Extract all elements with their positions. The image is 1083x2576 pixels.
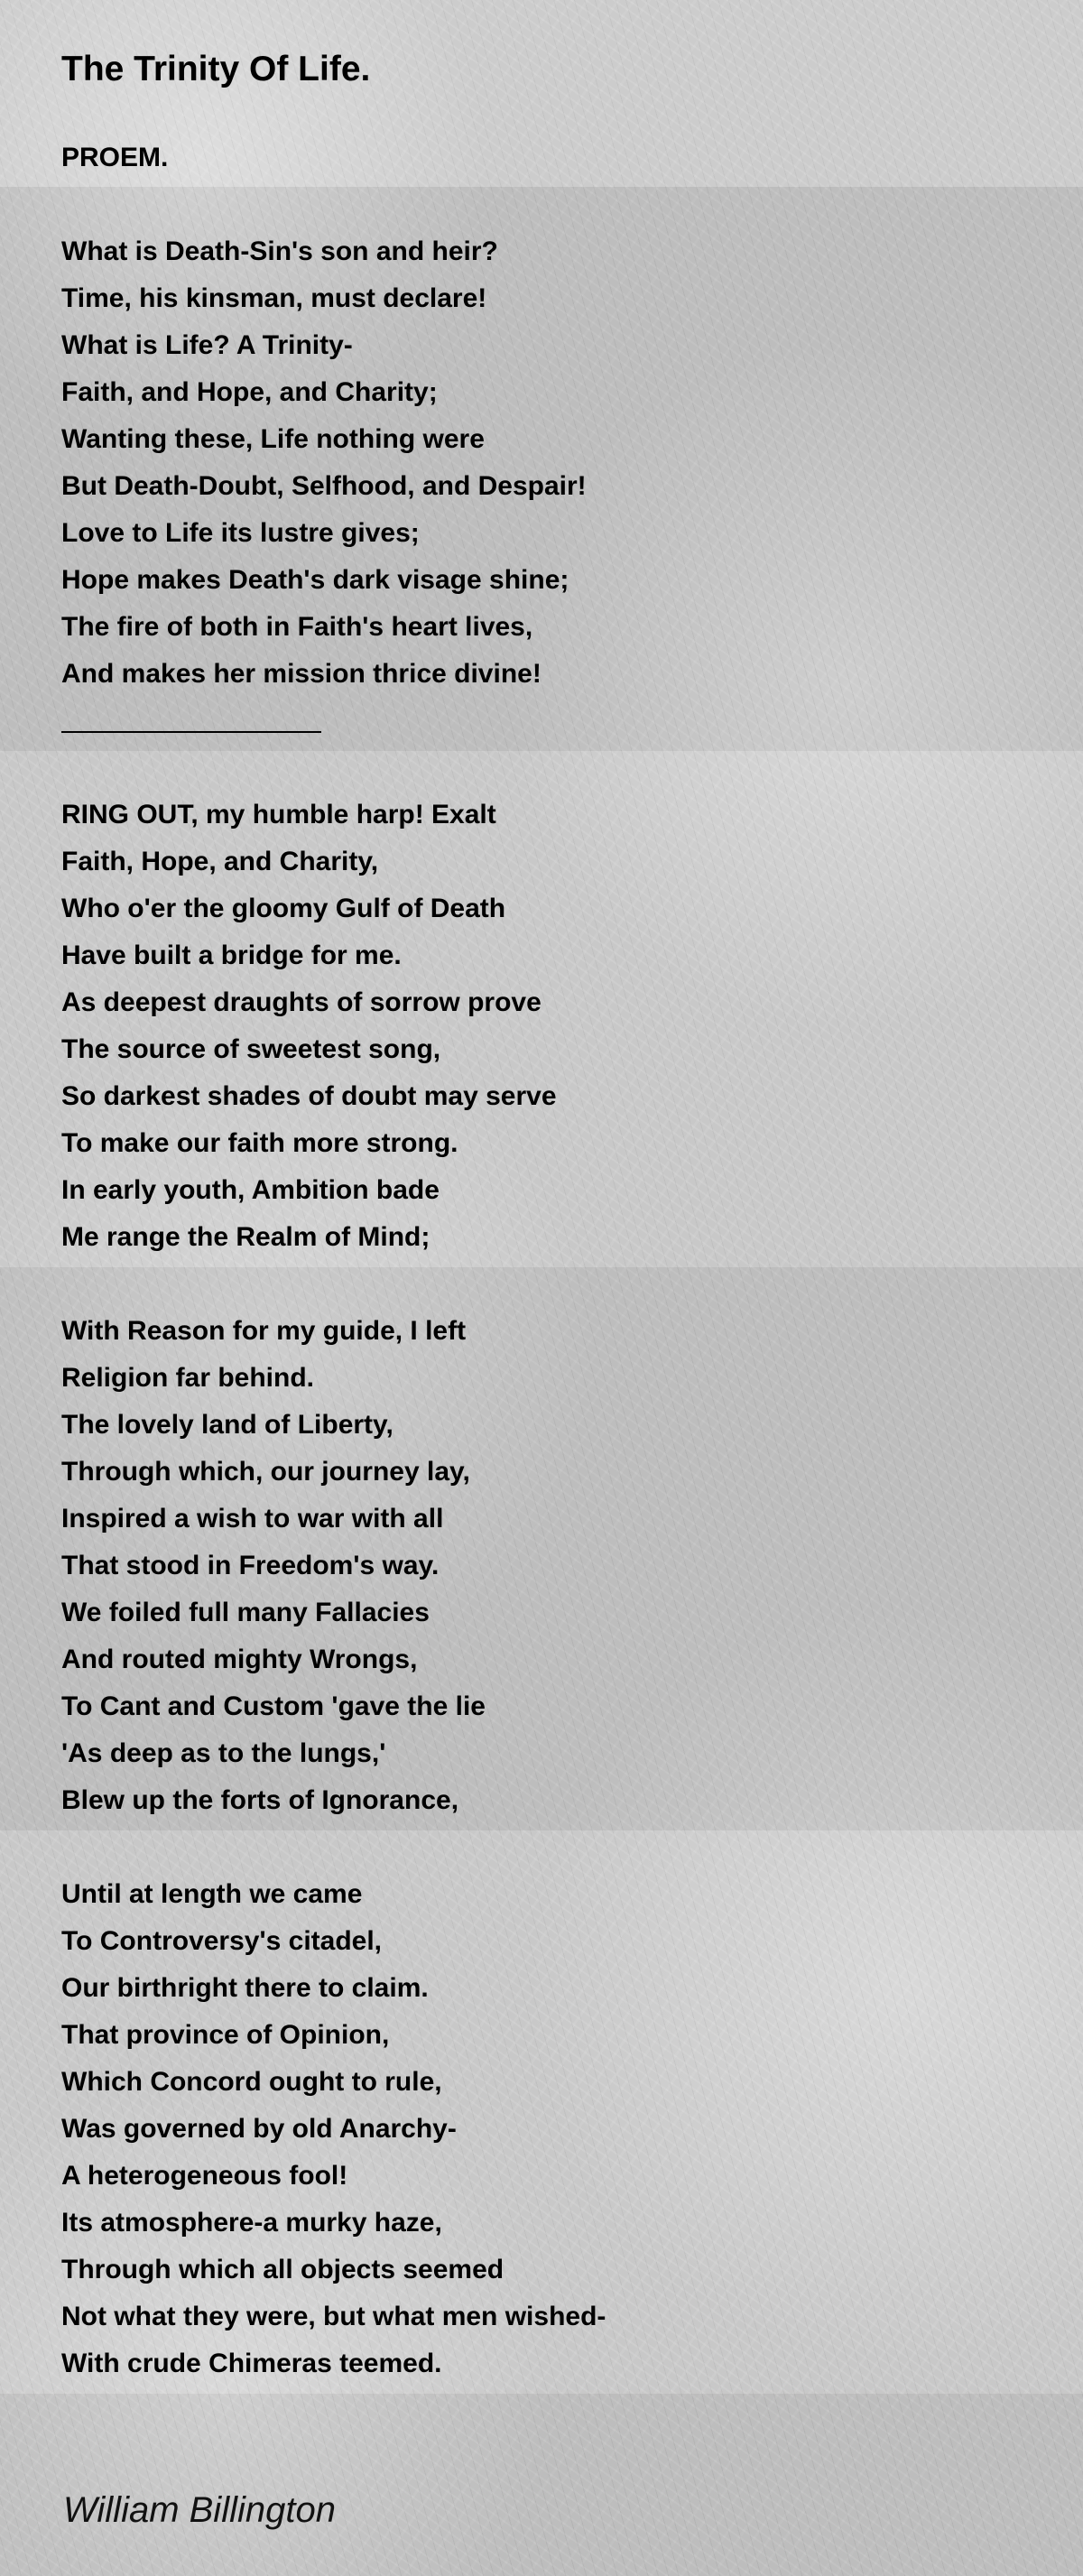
poem-line: Our birthright there to claim. [61, 1973, 429, 2003]
poem-line: In early youth, Ambition bade [61, 1175, 440, 1205]
proem-heading-block [61, 134, 168, 181]
poem-line: The fire of both in Faith's heart lives, [61, 612, 533, 642]
poem-line: Time, his kinsman, must declare! [61, 283, 487, 313]
poem-line: To make our faith more strong. [61, 1128, 458, 1158]
stanza-3 [61, 1871, 606, 2387]
proem-heading: PROEM. [61, 143, 169, 172]
poem-line: And makes her mission thrice divine! [61, 659, 542, 689]
poem-line: Faith, Hope, and Charity, [61, 847, 379, 876]
stanza-2 [61, 1308, 486, 1824]
poem-line: Who o'er the gloomy Gulf of Death [61, 894, 506, 923]
poem-line: Blew up the forts of Ignorance, [61, 1785, 459, 1815]
poem-line: As deepest draughts of sorrow prove [61, 987, 542, 1017]
poem-line: With crude Chimeras teemed. [61, 2349, 442, 2378]
poem-line: What is Death-Sin's son and heir? [61, 236, 498, 266]
poem-line: Inspired a wish to war with all [61, 1504, 444, 1534]
poem-line: We foiled full many Fallacies [61, 1598, 430, 1627]
poem-line: Through which, our journey lay, [61, 1457, 470, 1487]
proem-stanza [61, 228, 587, 698]
poem-line: And routed mighty Wrongs, [61, 1645, 418, 1674]
poem-line: With Reason for my guide, I left [61, 1316, 467, 1346]
poem-line: To Controversy's citadel, [61, 1926, 383, 1956]
section-divider [61, 731, 321, 733]
poem-line: RING OUT, my humble harp! Exalt [61, 800, 496, 829]
poem-line: So darkest shades of doubt may serve [61, 1081, 557, 1111]
poem-line: Through which all objects seemed [61, 2255, 504, 2284]
poem-line: Not what they were, but what men wished- [61, 2302, 606, 2331]
poem-line: Have built a bridge for me. [61, 941, 402, 970]
poem-line: To Cant and Custom 'gave the lie [61, 1691, 486, 1721]
stanza-1 [61, 792, 557, 1261]
poem-line: That stood in Freedom's way. [61, 1551, 440, 1580]
poem-line: Its atmosphere-a murky haze, [61, 2208, 442, 2238]
poem-line: Which Concord ought to rule, [61, 2067, 442, 2097]
poem-title: The Trinity Of Life. [61, 50, 371, 88]
poem-line: Was governed by old Anarchy- [61, 2114, 457, 2144]
poem-author: William Billington [63, 2490, 336, 2530]
poem-line: That province of Opinion, [61, 2020, 390, 2050]
poem-line: Hope makes Death's dark visage shine; [61, 565, 569, 595]
poem-line: Love to Life its lustre gives; [61, 518, 420, 548]
poem-line: The source of sweetest song, [61, 1034, 441, 1064]
poem-line: The lovely land of Liberty, [61, 1410, 393, 1440]
poem-line: What is Life? A Trinity- [61, 330, 353, 360]
poem-line: Faith, and Hope, and Charity; [61, 377, 438, 407]
poem-line: Religion far behind. [61, 1363, 315, 1393]
poem-line: But Death-Doubt, Selfhood, and Despair! [61, 471, 587, 501]
poem-line: 'As deep as to the lungs,' [61, 1738, 386, 1768]
poem-line: A heterogeneous fool! [61, 2161, 348, 2191]
poem-line: Wanting these, Life nothing were [61, 424, 485, 454]
background-band-author [0, 2394, 1083, 2576]
poem-line: Until at length we came [61, 1879, 363, 1909]
poem-line: Me range the Realm of Mind; [61, 1222, 430, 1252]
